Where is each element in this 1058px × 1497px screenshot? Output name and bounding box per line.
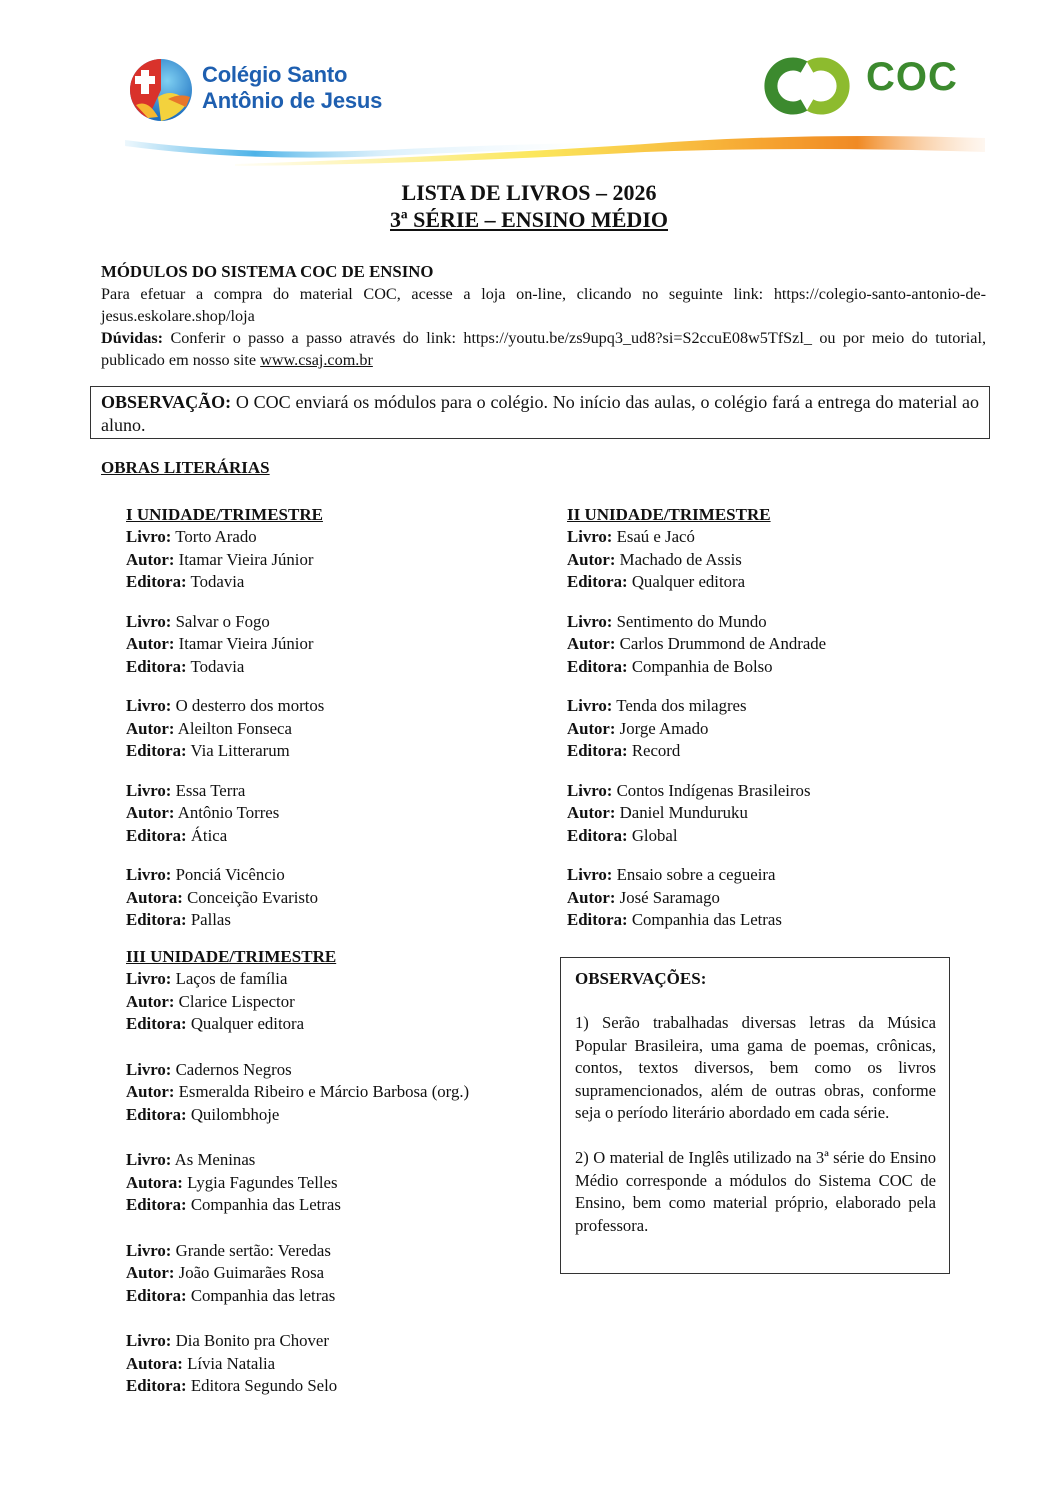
book-entry xyxy=(567,611,997,679)
book-title-line: Livro: Dia Bonito pra Chover xyxy=(126,1331,329,1350)
book-publisher: Global xyxy=(631,825,678,845)
book-title-line: Livro: Laços de família xyxy=(126,969,288,988)
document-title: LISTA DE LIVROS – 2026 xyxy=(401,180,657,205)
coc-emblem-icon xyxy=(762,55,858,117)
book-title: Essa Terra xyxy=(175,780,246,800)
unit-heading: I UNIDADE/TRIMESTRE xyxy=(126,505,323,524)
book-author: Carlos Drummond de Andrade xyxy=(619,634,827,653)
book-publisher: Pallas xyxy=(190,910,231,929)
doubts-label: Dúvidas: xyxy=(101,329,164,347)
book-title: Salvar o Fogo xyxy=(175,611,270,631)
book-publisher-line: Editora: Companhia das Letras xyxy=(567,910,782,929)
book-entry xyxy=(126,780,556,848)
book-publisher: Ática xyxy=(190,825,228,845)
unit-heading: III UNIDADE/TRIMESTRE xyxy=(126,947,337,966)
book-author-line: Autor: João Guimarães Rosa xyxy=(126,1263,325,1282)
book-author-line: Autora: Conceição Evaristo xyxy=(126,887,319,907)
book-entry xyxy=(126,1149,556,1217)
book-publisher-line: Editora: Quilombhoje xyxy=(126,1104,280,1124)
book-entry xyxy=(126,526,556,594)
book-author: Lívia Natalia xyxy=(187,1353,276,1373)
school-emblem-icon xyxy=(128,57,194,123)
book-title-line: Livro: Ensaio sobre a cegueira xyxy=(567,865,776,884)
book-publisher: Qualquer editora xyxy=(631,572,746,591)
book-title: Tenda dos milagres xyxy=(616,696,747,715)
book-entry xyxy=(126,695,556,763)
book-publisher-line: Editora: Pallas xyxy=(126,910,231,929)
book-title: Ponciá Vicêncio xyxy=(175,865,285,884)
book-author-line: Autor: Itamar Vieira Júnior xyxy=(126,634,314,653)
book-publisher-line: Editora: Editora Segundo Selo xyxy=(126,1376,338,1395)
book-title-line: Livro: Salvar o Fogo xyxy=(126,611,270,631)
book-publisher-line: Editora: Via Litterarum xyxy=(126,741,290,760)
book-entry xyxy=(126,1059,556,1127)
book-publisher-line: Editora: Qualquer editora xyxy=(126,1014,305,1033)
doubts-text: Conferir o passo a passo através do link: https://youtu.be/zs9upq3_ud8?si=S2ccuE08w5TfSzl_ ou por meio do tutorial, publicado em nosso site xyxy=(101,329,986,369)
book-author: Conceição Evaristo xyxy=(187,887,319,907)
school-name-line2: Antônio de Jesus xyxy=(202,88,383,113)
book-entry xyxy=(126,968,556,1036)
unit-heading: II UNIDADE/TRIMESTRE xyxy=(567,505,771,524)
book-author: Itamar Vieira Júnior xyxy=(178,549,314,569)
book-title: Grande sertão: Veredas xyxy=(175,1240,331,1260)
book-publisher-line: Editora: Qualquer editora xyxy=(567,572,746,591)
book-title-line: Livro: Torto Arado xyxy=(126,527,257,546)
book-author-line: Autor: José Saramago xyxy=(567,887,720,907)
book-title-line: Livro: Sentimento do Mundo xyxy=(567,611,767,631)
book-publisher-line: Editora: Companhia das letras xyxy=(126,1285,336,1305)
modules-section xyxy=(101,261,986,371)
book-author: Aleilton Fonseca xyxy=(177,718,292,738)
book-title: Dia Bonito pra Chover xyxy=(175,1331,329,1350)
book-title: O desterro dos mortos xyxy=(175,696,325,715)
book-author: Clarice Lispector xyxy=(178,991,295,1011)
site-link[interactable]: www.csaj.com.br xyxy=(260,351,373,369)
book-title: Ensaio sobre a cegueira xyxy=(616,865,776,884)
book-publisher: Via Litterarum xyxy=(190,741,290,760)
note-item: 1) Serão trabalhadas diversas letras da Música Popular Brasileira, uma gama de poemas, crônicas, contos, textos diversos, bem como os livros supramencionados, além de outras obras, conforme seja o período literário abordado em cada série. xyxy=(575,1013,936,1123)
book-author-line: Autora: Lívia Natalia xyxy=(126,1353,276,1373)
book-author: Machado de Assis xyxy=(619,549,742,569)
document-subtitle-text: 3ª SÉRIE – ENSINO MÉDIO xyxy=(390,207,668,232)
book-title: As Meninas xyxy=(174,1150,256,1169)
doubts-paragraph xyxy=(101,327,986,371)
book-author-line: Autor: Antônio Torres xyxy=(126,803,280,822)
observation-text: O COC enviará os módulos para o colégio. No início das aulas, o colégio fará a entrega do material ao aluno. xyxy=(101,392,979,435)
book-entry xyxy=(567,695,997,763)
book-publisher: Record xyxy=(631,741,681,760)
book-entry xyxy=(126,1330,556,1398)
book-author: Esmeralda Ribeiro e Márcio Barbosa (org.) xyxy=(178,1082,470,1101)
book-publisher-line: Editora: Global xyxy=(567,825,678,845)
school-logo xyxy=(128,55,438,125)
observation-label: OBSERVAÇÃO: xyxy=(101,392,232,412)
book-publisher-line: Editora: Record xyxy=(567,741,681,760)
book-publisher: Editora Segundo Selo xyxy=(190,1376,338,1395)
book-title-line: Livro: Essa Terra xyxy=(126,780,246,800)
book-publisher: Todavia xyxy=(190,572,245,591)
book-publisher: Companhia de Bolso xyxy=(631,656,773,676)
book-publisher-line: Editora: Todavia xyxy=(126,656,245,676)
book-title: Cadernos Negros xyxy=(175,1059,292,1079)
book-author: Antônio Torres xyxy=(177,803,280,822)
book-author-line: Autor: Esmeralda Ribeiro e Márcio Barbosa (org.) xyxy=(126,1082,470,1101)
book-author: João Guimarães Rosa xyxy=(178,1263,325,1282)
coc-logo-text: COC xyxy=(866,55,958,99)
book-author-line: Autor: Aleilton Fonseca xyxy=(126,718,292,738)
book-author-line: Autor: Clarice Lispector xyxy=(126,991,295,1011)
literary-works-heading: OBRAS LITERÁRIAS xyxy=(101,458,270,477)
unit-2-section xyxy=(567,504,997,949)
book-title-line: Livro: Tenda dos milagres xyxy=(567,696,747,715)
unit-1-section xyxy=(126,504,556,949)
book-author: José Saramago xyxy=(619,887,720,907)
book-publisher-line: Editora: Companhia de Bolso xyxy=(567,656,773,676)
book-title: Sentimento do Mundo xyxy=(616,611,767,631)
school-name-line1: Colégio Santo xyxy=(202,62,348,87)
note-item: 2) O material de Inglês utilizado na 3ª série do Ensino Médio corresponde a módulos do Sistema COC de Ensino, bem como material próprio, elaborado pela professora. xyxy=(575,1147,936,1235)
book-entry xyxy=(567,780,997,848)
book-publisher-line: Editora: Ática xyxy=(126,825,228,845)
book-publisher: Companhia das Letras xyxy=(190,1195,341,1214)
book-entry xyxy=(126,611,556,679)
book-author-line: Autor: Jorge Amado xyxy=(567,718,709,738)
modules-heading: MÓDULOS DO SISTEMA COC DE ENSINO xyxy=(101,262,434,281)
book-author-line: Autor: Machado de Assis xyxy=(567,549,742,569)
book-title-line: Livro: As Meninas xyxy=(126,1150,256,1169)
book-title-line: Livro: Grande sertão: Veredas xyxy=(126,1240,331,1260)
book-author-line: Autor: Carlos Drummond de Andrade xyxy=(567,634,827,653)
book-title-line: Livro: Contos Indígenas Brasileiros xyxy=(567,780,811,800)
book-publisher-line: Editora: Todavia xyxy=(126,572,245,591)
book-entry xyxy=(126,1240,556,1308)
book-publisher: Companhia das letras xyxy=(190,1285,336,1305)
book-publisher-line: Editora: Companhia das Letras xyxy=(126,1195,341,1214)
book-entry xyxy=(567,526,997,594)
book-publisher: Companhia das Letras xyxy=(631,910,782,929)
notes-box xyxy=(560,957,950,1274)
book-title-line: Livro: O desterro dos mortos xyxy=(126,696,325,715)
book-publisher: Qualquer editora xyxy=(190,1014,305,1033)
book-title-line: Livro: Esaú e Jacó xyxy=(567,527,695,546)
book-title: Torto Arado xyxy=(175,527,257,546)
book-author: Jorge Amado xyxy=(619,718,709,738)
unit-3-section xyxy=(126,946,556,1421)
book-author-line: Autor: Itamar Vieira Júnior xyxy=(126,549,314,569)
purchase-instructions: Para efetuar a compra do material COC, acesse a loja on-line, clicando no seguinte link: https://colegio-santo-antonio-de-jesus.eskolare.shop/loja xyxy=(101,285,986,325)
book-title: Laços de família xyxy=(175,969,288,988)
book-author: Lygia Fagundes Telles xyxy=(187,1172,338,1192)
book-publisher: Todavia xyxy=(190,656,245,676)
book-entry xyxy=(567,864,997,932)
book-title: Esaú e Jacó xyxy=(616,527,695,546)
decorative-swoosh xyxy=(125,128,985,168)
book-title-line: Livro: Ponciá Vicêncio xyxy=(126,865,285,884)
book-title-line: Livro: Cadernos Negros xyxy=(126,1059,292,1079)
book-publisher: Quilombhoje xyxy=(190,1104,280,1124)
observation-box xyxy=(90,386,990,439)
book-author: Daniel Munduruku xyxy=(619,803,748,822)
book-author: Itamar Vieira Júnior xyxy=(178,634,314,653)
book-entry xyxy=(126,864,556,932)
book-title: Contos Indígenas Brasileiros xyxy=(616,780,811,800)
book-author-line: Autor: Daniel Munduruku xyxy=(567,803,748,822)
coc-logo xyxy=(762,55,982,120)
document-subtitle xyxy=(0,206,1058,233)
book-author-line: Autora: Lygia Fagundes Telles xyxy=(126,1172,338,1192)
notes-heading: OBSERVAÇÕES: xyxy=(575,969,707,988)
